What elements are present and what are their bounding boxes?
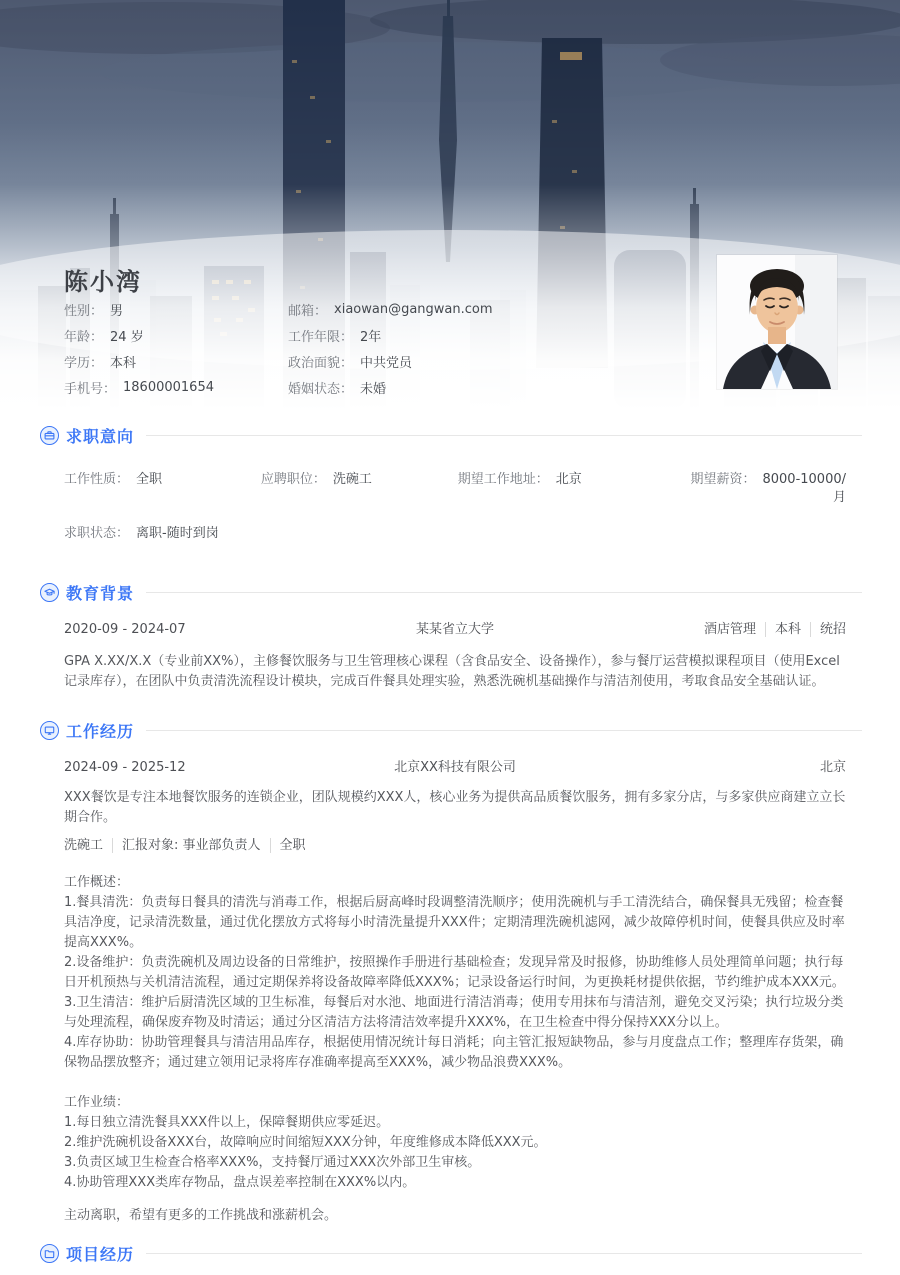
profile-field-email: 邮箱： xiaowan@gangwan.com	[288, 301, 493, 319]
work-position-tags	[64, 837, 846, 855]
profile-field-marital-status: 婚姻状态： 未婚	[288, 381, 387, 397]
profile-field-phone: 手机号： 18600001654	[64, 379, 214, 397]
position-title: 洗碗工	[64, 838, 104, 853]
candidate-name: 陈小湾	[64, 268, 142, 297]
section-education	[0, 581, 900, 692]
section-divider-line	[146, 435, 862, 436]
work-overview-title: 工作概述：	[64, 875, 130, 890]
field-target-position: 应聘职位： 洗碗工	[260, 472, 372, 487]
section-divider-line	[146, 730, 862, 731]
section-divider-line	[146, 592, 862, 593]
candidate-photo	[717, 255, 837, 389]
work-achievements	[64, 1093, 846, 1193]
field-target-location: 期望工作地址： 北京	[457, 472, 582, 487]
section-divider-line	[146, 1253, 862, 1254]
company-intro: XXX餐饮是专注本地餐饮服务的连锁企业，团队规模约XXX人，核心业务为提供高品质餐饮服务，拥有多家分店，与多家供应商建立立长期合作。	[64, 790, 846, 825]
section-title: 项目经历	[66, 1244, 135, 1264]
profile-info	[64, 296, 493, 400]
profile-field-age: 年龄： 24 岁	[64, 329, 144, 345]
section-work-experience	[0, 719, 900, 1226]
field-job-nature: 工作性质： 全职	[64, 472, 163, 487]
company-name: 北京XX科技有限公司	[394, 760, 516, 775]
education-enrollment-type: 统招	[810, 622, 846, 637]
work-period: 2024-09 - 2025-12	[64, 760, 186, 775]
section-title: 求职意向	[66, 426, 135, 446]
school-name: 某某省立大学	[416, 622, 495, 637]
portrait-illustration	[717, 255, 837, 389]
work-overview-item: 3.卫生清洁：维护后厨清洗区域的卫生标准，每餐后对水池、地面进行清洁消毒；使用专用抹布与清洁剂，避免交叉污染；执行垃圾分类与处理流程，确保废弃物及时清运；通过分区清洁方法将清洁效率提升XXX%，在卫生检查中得分保持XXX分以上。	[64, 995, 844, 1030]
resume-header	[0, 0, 900, 410]
work-achievement-item: 2.维护洗碗机设备XXX台，故障响应时间缩短XXX分钟，年度维修成本降低XXX元。	[64, 1135, 547, 1150]
section-project-experience	[0, 1242, 900, 1264]
project-experience-header	[40, 1242, 862, 1264]
profile-field-experience-years: 工作年限： 2年	[288, 329, 382, 345]
work-location: 北京	[820, 760, 847, 775]
folder-icon	[40, 1244, 59, 1263]
section-title: 工作经历	[66, 721, 135, 741]
work-overview	[64, 873, 846, 1073]
education-header	[40, 581, 862, 603]
profile-field-degree: 学历： 本科	[64, 355, 137, 371]
education-description: GPA X.XX/X.X（专业前XX%），主修餐饮服务与卫生管理核心课程（含食品安全、设备操作），参与餐厅运营模拟课程项目（使用Excel记录库存），在团队中负责清洗流程设计模块，完成百件餐具处理实验，熟悉洗碗机基础操作与清洁剂使用，考取食品安全基础认证。	[64, 654, 840, 689]
briefcase-icon	[40, 426, 59, 445]
education-period: 2020-09 - 2024-07	[64, 622, 186, 637]
report-to: 汇报对象: 事业部负责人	[112, 838, 261, 853]
profile-info-left	[64, 296, 288, 400]
education-degree: 本科	[765, 622, 801, 637]
work-achievement-item: 1.每日独立清洗餐具XXX件以上，保障餐期供应零延迟。	[64, 1115, 390, 1130]
work-achievement-item: 4.协助管理XXX类库存物品，盘点误差率控制在XXX%以内。	[64, 1175, 416, 1190]
work-achievements-title: 工作业绩：	[64, 1095, 130, 1110]
profile-field-political-status: 政治面貌： 中共党员	[288, 355, 413, 371]
education-tags	[585, 621, 846, 639]
work-overview-item: 4.库存协助：协助管理餐具与清洁用品库存，根据使用情况统计每日消耗；向主管汇报短缺物品，参与月度盘点工作；整理库存货架，确保物品摆放整齐；通过建立领用记录将库存准确率提高至XXX%，减少物品浪费XXX%。	[64, 1035, 844, 1070]
leave-reason: 主动离职，希望有更多的工作挑战和涨薪机会。	[64, 1208, 338, 1223]
section-job-intention	[0, 424, 900, 543]
work-overview-item: 2.设备维护：负责洗碗机及周边设备的日常维护，按照操作手册进行基础检查；发现异常及时报修，协助维修人员处理简单问题；执行每日开机预热与关机清洁流程，通过定期保养将设备故障率降低XXX%；记录设备运行时间，为更换耗材提供依据，节约维护成本XXX元。	[64, 955, 845, 990]
work-entry-meta	[64, 759, 846, 777]
education-major: 酒店管理	[703, 622, 756, 637]
section-title: 教育背景	[66, 583, 135, 603]
profile-info-right	[288, 296, 493, 400]
job-intention-header	[40, 424, 862, 446]
graduation-cap-icon	[40, 583, 59, 602]
field-expected-salary: 期望薪资： 8000-10000/月	[690, 472, 846, 505]
monitor-icon	[40, 721, 59, 740]
education-entry-meta	[64, 621, 846, 639]
work-experience-header	[40, 719, 862, 741]
field-job-status: 求职状态： 离职-随时到岗	[64, 526, 219, 541]
work-overview-item: 1.餐具清洗：负责每日餐具的清洗与消毒工作，根据后厨高峰时段调整清洗顺序；使用洗碗机与手工清洗结合，确保餐具无残留；检查餐具洁净度，记录清洗数量，通过优化摆放方式将每小时清洗量提升XXX件；定期清理洗碗机滤网，减少故障停机时间，使餐具供应及时率提高XXX%。	[64, 895, 845, 950]
employment-type: 全职	[270, 838, 306, 853]
profile-field-gender: 性别： 男	[64, 303, 124, 319]
work-achievement-item: 3.负责区域卫生检查合格率XXX%，支持餐厅通过XXX次外部卫生审核。	[64, 1155, 481, 1170]
